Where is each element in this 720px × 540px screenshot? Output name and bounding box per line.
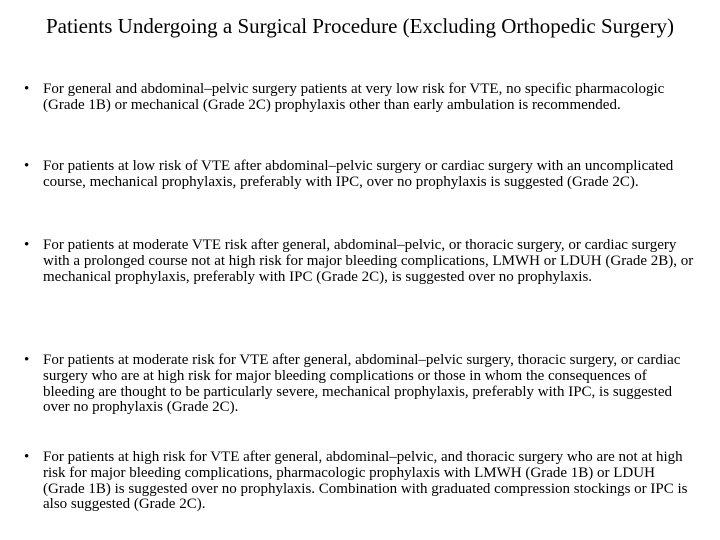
bullet-icon: • (24, 158, 30, 174)
bullet-text: For patients at moderate risk for VTE after general, abdominal–pelvic surgery, thoracic surgery, or cardiac surgery who are at high risk for major bleeding complications or those in whom the consequences of bleeding are thought to be particularly severe, mechanical prophylaxis, preferably with IPC, is suggested over no prophylaxis (Grade 2C). (43, 352, 681, 416)
bullet-text: For patients at high risk for VTE after general, abdominal–pelvic, and thoracic surgery who are not at high risk for major bleeding complications, pharmacologic prophylaxis with LMWH (Grade 1B) or LDUH (Grade 1B) is suggested over no prophylaxis. Combination with graduated compression stockings or IPC is also suggested (Grade 2C). (43, 449, 688, 513)
bullet-icon: • (24, 352, 30, 368)
slide-title: Patients Undergoing a Surgical Procedure (Excluding Orthopedic Surgery) (45, 14, 675, 38)
bullet-text: For general and abdominal–pelvic surgery patients at very low risk for VTE, no specific pharmacologic (Grade 1B) or mechanical (Grade 2C) prophylaxis other than early ambulation is recommended. (43, 81, 665, 113)
bullet-icon: • (24, 81, 30, 97)
bullet-text: For patients at low risk of VTE after abdominal–pelvic surgery or cardiac surgery with an uncomplicated course, mechanical prophylaxis, preferably with IPC, over no prophylaxis is suggested (Grade 2C). (43, 158, 674, 190)
bullet-icon: • (24, 449, 30, 465)
bullet-text: For patients at moderate VTE risk after general, abdominal–pelvic, or thoracic surgery, or cardiac surgery with a prolonged course not at high risk for major bleeding complications, LMWH or LDUH (Grade 2B), or mechanical prophylaxis, preferably with IPC (Grade 2C), is suggested over no prophylaxis. (43, 237, 694, 285)
bullet-icon: • (24, 237, 30, 253)
